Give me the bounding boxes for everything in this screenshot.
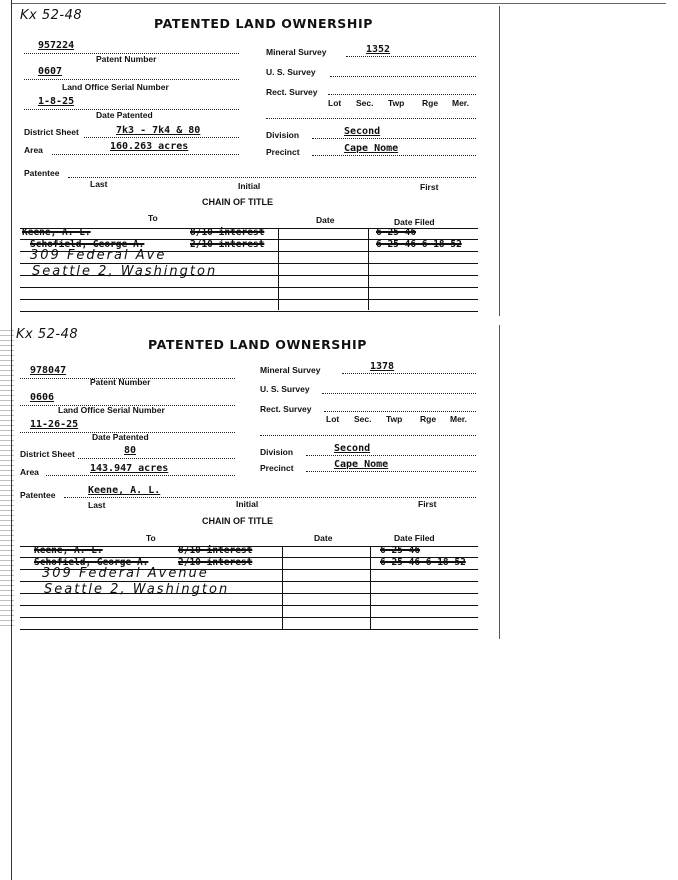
name-col-last: Last bbox=[90, 179, 108, 189]
name-col-first: First bbox=[418, 499, 437, 509]
card-title: PATENTED LAND OWNERSHIP bbox=[154, 16, 373, 31]
precinct-label: Precinct bbox=[266, 147, 300, 157]
rect-col-mer: Mer. bbox=[452, 98, 470, 108]
division-value: Second bbox=[344, 126, 381, 137]
rect-col-twp: Twp bbox=[388, 98, 405, 108]
district-sheet-value: 80 bbox=[124, 445, 137, 456]
table-row bbox=[20, 606, 478, 618]
handwritten-address-line-1: 309 Federal Ave bbox=[30, 248, 167, 263]
rect-survey-label: Rect. Survey bbox=[266, 87, 318, 97]
patent-number-value: 978047 bbox=[30, 365, 67, 376]
chain-to: Schofield, George A. bbox=[30, 239, 145, 250]
card-edge bbox=[499, 6, 500, 316]
rect-survey-label: Rect. Survey bbox=[260, 404, 312, 414]
mineral-survey-label: Mineral Survey bbox=[266, 47, 327, 57]
chain-interest: 2/10 interest bbox=[190, 239, 265, 250]
rect-col-lot: Lot bbox=[326, 414, 340, 424]
patentee-value: Keene, A. L. bbox=[88, 485, 161, 496]
chain-interest: 8/10 interest bbox=[178, 545, 253, 556]
mineral-survey-value: 1378 bbox=[370, 361, 395, 372]
area-label: Area bbox=[20, 467, 39, 477]
patentee-label: Patentee bbox=[24, 168, 60, 178]
chain-col-date-filed: Date Filed bbox=[394, 217, 435, 227]
chain-to: Keene, A. L. bbox=[34, 545, 103, 556]
chain-to: Schofield, George A. bbox=[34, 557, 149, 568]
serial-number-label: Land Office Serial Number bbox=[62, 82, 169, 92]
date-patented-value: 11-26-25 bbox=[30, 419, 79, 430]
chain-filed: 6-25-46 6-18-52 bbox=[380, 557, 466, 568]
rect-col-rge: Rge bbox=[422, 98, 439, 108]
rect-col-lot: Lot bbox=[328, 98, 342, 108]
chain-interest: 8/10 interest bbox=[190, 227, 265, 238]
rect-col-sec: Sec. bbox=[354, 414, 372, 424]
rect-col-mer: Mer. bbox=[450, 414, 468, 424]
precinct-value: Cape Nome bbox=[334, 459, 389, 470]
district-sheet-value: 7k3 - 7k4 & 80 bbox=[116, 125, 201, 136]
division-label: Division bbox=[266, 130, 300, 140]
file-code: Kx 52-48 bbox=[16, 327, 79, 342]
serial-number-value: 0607 bbox=[38, 66, 63, 77]
precinct-label: Precinct bbox=[260, 463, 294, 473]
handwritten-address-line-2: Seattle 2, Washington bbox=[32, 264, 218, 279]
district-sheet-label: District Sheet bbox=[24, 127, 79, 137]
date-patented-value: 1-8-25 bbox=[38, 96, 75, 107]
name-col-first: First bbox=[420, 182, 439, 192]
serial-number-value: 0606 bbox=[30, 392, 55, 403]
rect-col-twp: Twp bbox=[386, 414, 403, 424]
chain-filed: 6-25-46 bbox=[376, 227, 417, 238]
chain-interest: 2/10 interest bbox=[178, 557, 253, 568]
patent-number-value: 957224 bbox=[38, 40, 75, 51]
mineral-survey-value: 1352 bbox=[366, 44, 391, 55]
scan-top-edge bbox=[11, 3, 666, 4]
chain-col-date: Date bbox=[316, 215, 335, 225]
chain-col-to: To bbox=[148, 213, 158, 223]
precinct-value: Cape Nome bbox=[344, 143, 399, 154]
date-patented-label: Date Patented bbox=[92, 432, 149, 442]
ownership-card-2 bbox=[16, 325, 494, 639]
patent-number-label: Patent Number bbox=[90, 377, 151, 387]
patentee-label: Patentee bbox=[20, 490, 56, 500]
mineral-survey-label: Mineral Survey bbox=[260, 365, 321, 375]
date-patented-label: Date Patented bbox=[96, 110, 153, 120]
card-title: PATENTED LAND OWNERSHIP bbox=[148, 337, 367, 352]
chain-of-title-table bbox=[20, 546, 478, 630]
division-label: Division bbox=[260, 447, 294, 457]
ownership-card-1 bbox=[16, 6, 494, 316]
patent-number-label: Patent Number bbox=[96, 54, 157, 64]
area-label: Area bbox=[24, 145, 43, 155]
table-row bbox=[20, 288, 478, 300]
table-row bbox=[20, 618, 478, 630]
name-col-initial: Initial bbox=[236, 499, 259, 509]
name-col-initial: Initial bbox=[238, 181, 261, 191]
file-code: Kx 52-48 bbox=[20, 8, 83, 23]
division-value: Second bbox=[334, 443, 371, 454]
scan-noise bbox=[0, 330, 14, 630]
district-sheet-label: District Sheet bbox=[20, 449, 75, 459]
handwritten-address-line-1: 309 Federal Avenue bbox=[42, 566, 209, 581]
chain-col-date: Date bbox=[314, 533, 333, 543]
handwritten-address-line-2: Seattle 2, Washington bbox=[44, 582, 230, 597]
chain-of-title-heading: CHAIN OF TITLE bbox=[202, 516, 273, 526]
chain-of-title-heading: CHAIN OF TITLE bbox=[202, 197, 273, 207]
serial-number-label: Land Office Serial Number bbox=[58, 405, 165, 415]
area-value: 160.263 acres bbox=[110, 141, 189, 152]
name-col-last: Last bbox=[88, 500, 106, 510]
area-value: 143.947 acres bbox=[90, 463, 169, 474]
chain-col-date-filed: Date Filed bbox=[394, 533, 435, 543]
chain-to: Keene, A. L. bbox=[22, 227, 91, 238]
chain-filed: 6-25-46 bbox=[380, 545, 421, 556]
card-edge bbox=[499, 325, 500, 639]
rect-col-rge: Rge bbox=[420, 414, 437, 424]
table-row bbox=[20, 300, 478, 312]
us-survey-label: U. S. Survey bbox=[266, 67, 316, 77]
chain-filed: 6-25-46 6-18-52 bbox=[376, 239, 462, 250]
us-survey-label: U. S. Survey bbox=[260, 384, 310, 394]
chain-col-to: To bbox=[146, 533, 156, 543]
rect-col-sec: Sec. bbox=[356, 98, 374, 108]
chain-of-title-table bbox=[20, 228, 478, 310]
